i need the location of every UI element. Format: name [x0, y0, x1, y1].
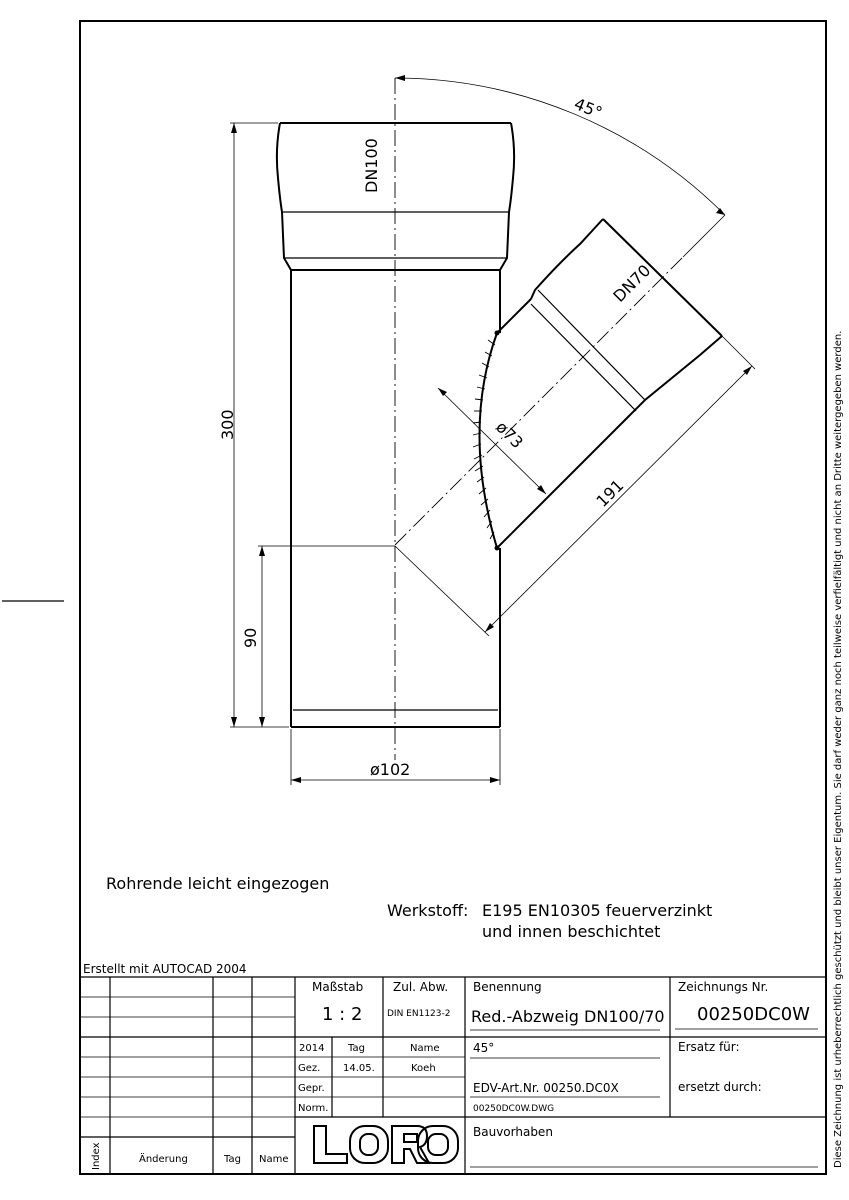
tolerance-header: Zul. Abw. — [393, 980, 449, 994]
material-line-1: E195 EN10305 feuerverzinkt — [482, 901, 713, 920]
dim-height-total: 300 — [218, 409, 237, 440]
branch-pipe-label: DN70 — [609, 260, 655, 306]
intersection-hatch — [473, 340, 495, 539]
tolerance-value: DIN EN1123-2 — [387, 1009, 451, 1019]
edv-article-number: EDV-Art.Nr. 00250.DC0X — [473, 1081, 619, 1095]
copyright-side-note: Diese Zeichnung ist urheberrechtlich geschützt und bleibt unser Eigentum. Sie darf weder ganz noch teilweise verfielfältigt und nicht an Dritte weitergegeben werden. — [833, 330, 844, 1168]
pipe-end-note: Rohrende leicht eingezogen — [106, 874, 330, 893]
project-label: Bauvorhaben — [473, 1125, 553, 1139]
replacement-for: Ersatz für: — [678, 1040, 740, 1054]
branch-pipe — [395, 219, 722, 551]
designation-value: Red.-Abzweig DN100/70 — [471, 1007, 665, 1026]
scale-value: 1 : 2 — [322, 1004, 363, 1025]
revision-change-header: Änderung — [139, 1154, 188, 1165]
drawn-name: Koeh — [411, 1063, 436, 1074]
dim-branch-length: 191 — [592, 475, 628, 511]
material-line-2: und innen beschichtet — [482, 922, 661, 941]
material-label: Werkstoff: — [387, 901, 469, 920]
created-with-note: Erstellt mit AUTOCAD 2004 — [83, 962, 247, 976]
loro-logo — [314, 1126, 458, 1163]
drawn-date: 14.05. — [343, 1063, 375, 1074]
replaced-by: ersetzt durch: — [678, 1080, 762, 1094]
drawing-number-value: 00250DC0W — [697, 1004, 810, 1025]
year-cell: 2014 — [299, 1043, 325, 1054]
norm-label: Norm. — [298, 1103, 329, 1114]
revision-index-header: Index — [91, 1142, 102, 1170]
title-block — [80, 962, 826, 1174]
scale-header: Maßstab — [312, 980, 364, 994]
dim-diameter-branch: ø73 — [492, 417, 527, 453]
checked-label: Gepr. — [298, 1083, 325, 1094]
dwg-file: 00250DC0W.DWG — [473, 1104, 555, 1114]
drawing-number-header: Zeichnungs Nr. — [678, 980, 769, 994]
sheet-frame — [80, 21, 826, 1174]
main-pipe-label: DN100 — [362, 138, 381, 193]
main-pipe — [277, 78, 514, 760]
revision-day-header: Tag — [224, 1154, 241, 1165]
designation-header: Benennung — [473, 980, 542, 994]
angle-label: 45° — [571, 94, 605, 123]
angle-value: 45° — [473, 1041, 495, 1055]
day-header: Tag — [348, 1043, 365, 1054]
revision-name-header: Name — [259, 1154, 289, 1165]
dim-height-branch: 90 — [241, 627, 260, 648]
name-header: Name — [410, 1043, 440, 1054]
dim-diameter-main: ø102 — [370, 760, 411, 779]
drawn-label: Gez. — [298, 1063, 321, 1074]
